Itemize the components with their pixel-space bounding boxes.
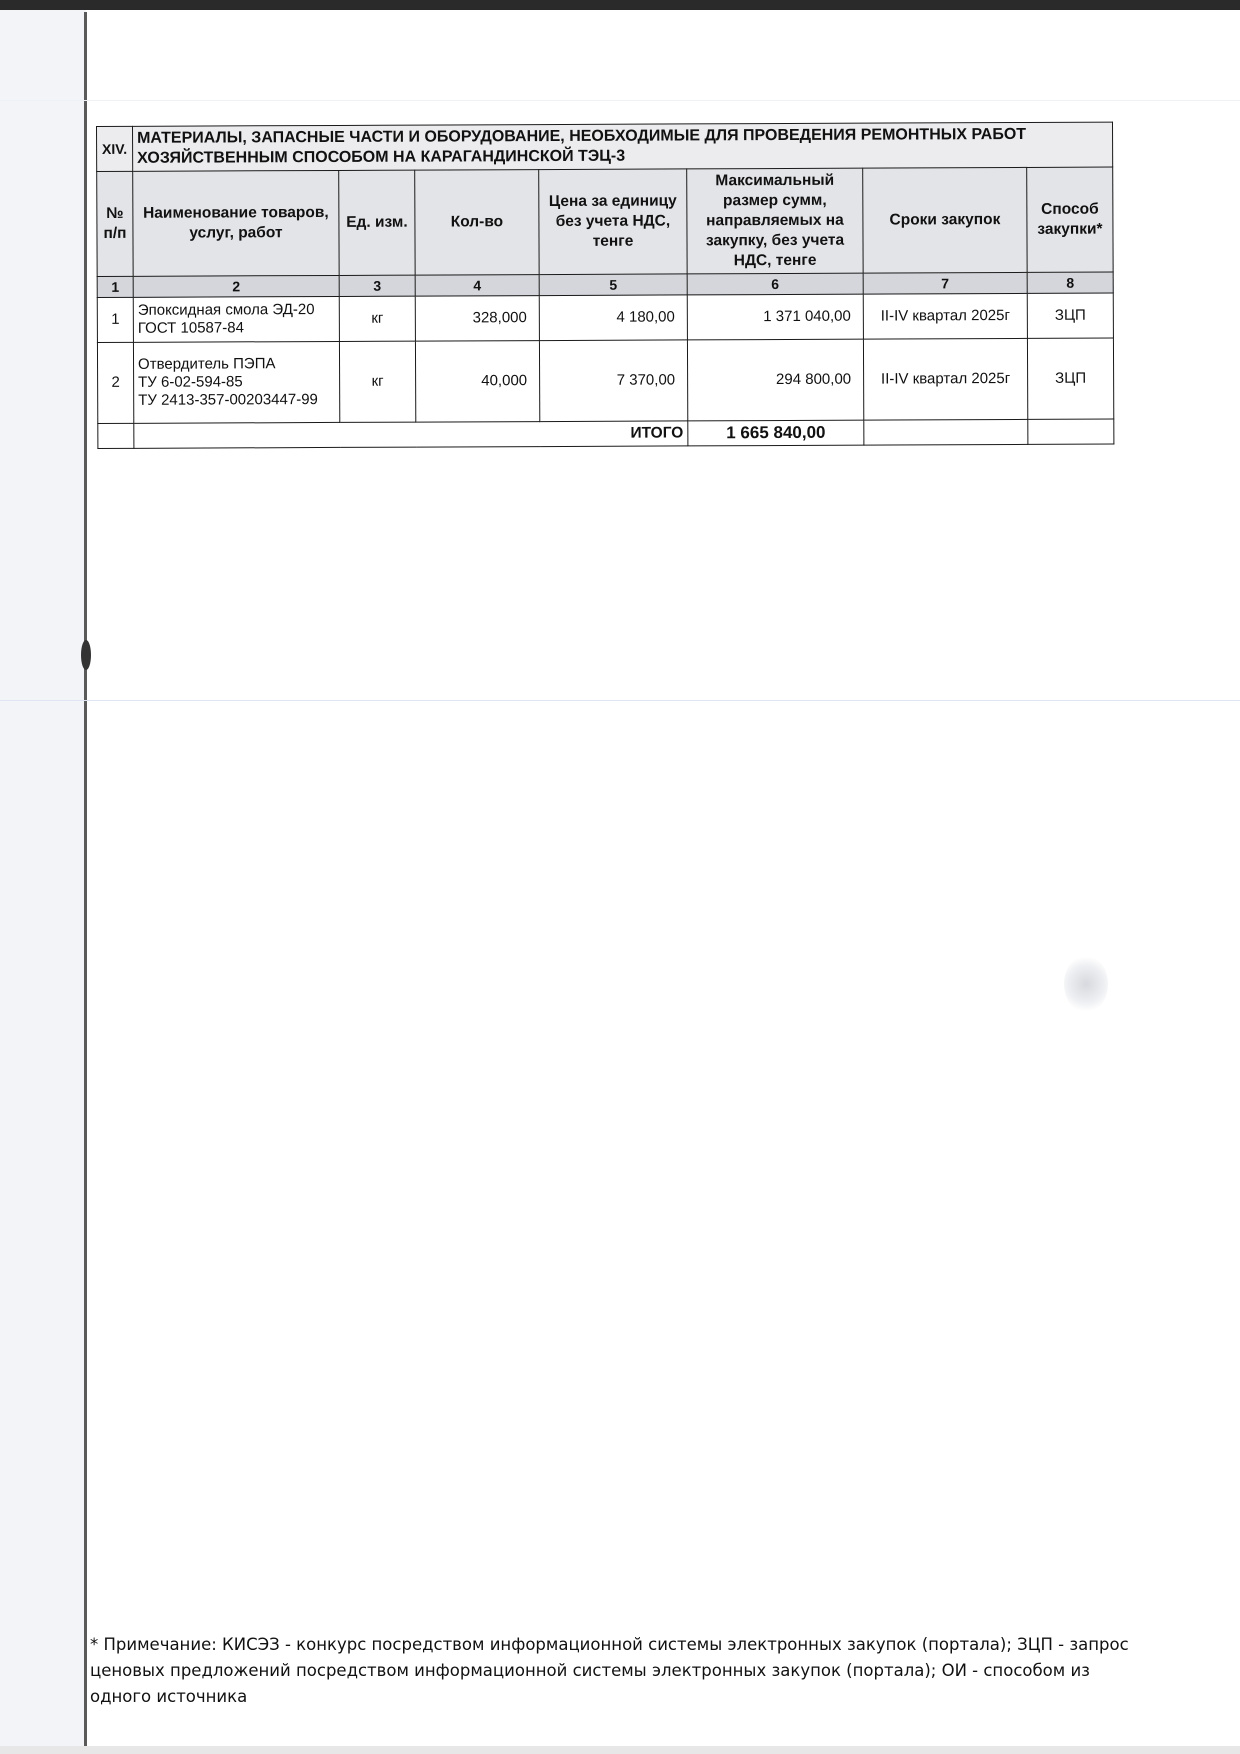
row-number: 2 [97, 342, 133, 423]
scan-smudge [1064, 955, 1108, 1013]
item-qty: 328,000 [415, 296, 539, 342]
header-cell-unit: Ед. изм. [339, 170, 415, 275]
total-row [98, 419, 1114, 448]
item-price: 7 370,00 [539, 340, 687, 422]
section-title-line: ХОЗЯЙСТВЕННЫМ СПОСОБОМ НА КАРАГАНДИНСКОЙ ТЭЦ-3 [137, 147, 626, 167]
total-empty-cell [98, 423, 134, 448]
total-value: 1 665 840,00 [688, 420, 864, 446]
item-unit: кг [339, 296, 415, 341]
scan-top-edge [0, 0, 1240, 10]
item-name [133, 341, 339, 423]
header-cell-name: Наименование товаров, услуг, работ [133, 170, 339, 276]
header-cell-num: № п/п [97, 171, 133, 276]
total-label: ИТОГО [134, 421, 688, 448]
footnote-line: * Примечание: КИСЭЗ - конкурс посредством информационной системы электронных закупок (портала); ЗЦП - запрос [90, 1635, 1129, 1654]
scan-artifact-line [0, 700, 1240, 701]
scan-artifact-line [0, 100, 1240, 101]
table-row [97, 338, 1113, 423]
total-empty-cell [864, 419, 1028, 445]
column-number: 4 [415, 275, 539, 297]
header-cell-qty: Кол-во [415, 170, 539, 276]
item-name-line: ГОСТ 10587-84 [137, 319, 244, 337]
item-method: ЗЦП [1027, 338, 1113, 419]
section-title-line: МАТЕРИАЛЫ, ЗАПАСНЫЕ ЧАСТИ И ОБОРУДОВАНИЕ, НЕОБХОДИМЫЕ ДЛЯ ПРОВЕДЕНИЯ РЕМОНТНЫХ РАБОТ [137, 125, 1027, 147]
scan-left-margin [0, 10, 86, 1754]
section-title [133, 122, 1113, 171]
item-period: II-IV квартал 2025г [863, 338, 1027, 420]
item-name [133, 296, 339, 342]
column-number: 2 [133, 275, 339, 297]
item-name-line: Отвердитель ПЭПА [138, 355, 276, 373]
item-method: ЗЦП [1027, 293, 1113, 338]
binding-line [84, 12, 87, 1754]
item-period: II-IV квартал 2025г [863, 293, 1027, 339]
item-qty: 40,000 [415, 341, 539, 423]
section-number: XIV. [97, 126, 133, 171]
footnote [90, 1632, 1129, 1710]
item-name-line: ТУ 6-02-594-85 [138, 373, 243, 391]
header-cell-period: Сроки закупок [863, 167, 1027, 273]
header-cell-amount: Максимальный размер сумм, направляемых на закупку, без учета НДС, тенге [687, 168, 863, 274]
footnote-line: ценовых предложений посредством информационной системы электронных закупок (портала); ОИ - способом из [90, 1661, 1090, 1680]
column-number: 5 [539, 274, 687, 296]
item-price: 4 180,00 [539, 295, 687, 341]
procurement-table [96, 122, 1114, 449]
column-number: 6 [687, 273, 863, 295]
column-number: 8 [1027, 272, 1113, 293]
item-amount: 294 800,00 [687, 339, 863, 421]
scan-bottom-edge [0, 1746, 1240, 1754]
header-row [97, 167, 1113, 276]
item-amount: 1 371 040,00 [687, 294, 863, 340]
column-number: 1 [97, 276, 133, 297]
section-row [97, 122, 1113, 171]
item-unit: кг [339, 341, 415, 422]
column-number: 3 [339, 275, 415, 296]
item-name-line: ТУ 2413-357-00203447-99 [138, 391, 318, 409]
table-row [97, 293, 1113, 342]
header-cell-price: Цена за единицу без учета НДС, тенге [539, 169, 687, 275]
footnote-line: одного источника [90, 1687, 248, 1706]
row-number: 1 [97, 297, 133, 342]
item-name-line: Эпоксидная смола ЭД-20 [137, 301, 315, 319]
punch-hole [81, 640, 91, 670]
total-empty-cell [1028, 419, 1114, 444]
header-cell-method: Способ закупки* [1027, 167, 1113, 272]
column-number: 7 [863, 272, 1027, 294]
